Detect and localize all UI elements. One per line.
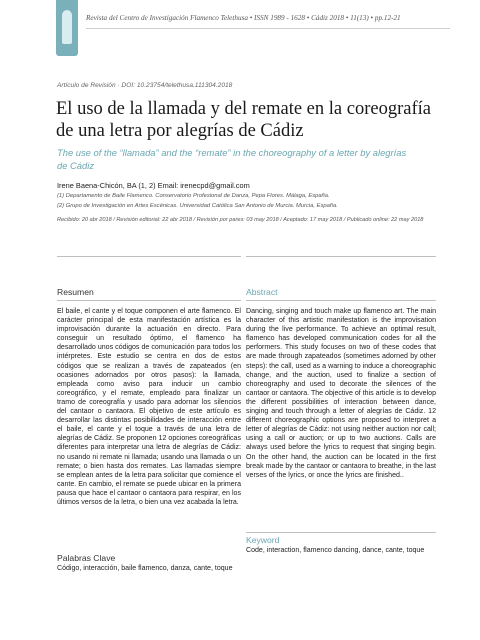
resumen-text: El baile, el cante y el toque componen el arte flamenco. El carácter principal de esta manifestación artística es la improvisación durante la actuación en directo. Para conseguir un resultado óptimo, el flamenco ha desarrollado unos códigos de comunicación para todos los intérpretes. Este estudio se centra en dos de estos códigos que se realizan a través de zapateados (en ocasiones adornados por otros pasos): la llamada, empleada como aviso para inducir un cambio coreográfico, y el remate, empleado para finalizar un tramo de coreografía y usado para adornar los silencios del cantaor o cantaora. El objetivo de este artículo es desarrollar las distintas posibilidades de interacción entre el baile, el cante y el toque a través de una letra de alegrías de Cádiz. Se proponen 12 opciones coreográficas diferentes para interpretar una letra de alegrías de Cádiz: no usando ni remate ni llamada; usando una llamada o un remate; o bien hasta dos remates. Las llamadas siempre se emplean antes de la letra para solicitar que comience el cante. En cambio, el remate se puede ubicar en la primera pausa que hace el cantaor o cantaora para respirar, en los últimos versos de la letra, o bien una vez acabada la letra. <box>57 308 241 506</box>
publication-dates: Recibido: 20 abr 2018 / Revisión editorial: 22 abr 2018 / Revisión por pares: 03 may 2018 / Aceptado: 17 may 2018 / Publicado online: 22 may 2018 <box>57 217 424 223</box>
article-subtitle: The use of the “llamada” and the “remate” in the choreography of a letter by alegrías de Cádiz <box>57 147 407 171</box>
divider <box>246 300 436 301</box>
divider <box>246 532 436 533</box>
statue-logo-figure <box>62 10 72 44</box>
abstract-heading: Abstract <box>246 287 278 297</box>
abstract-text: Dancing, singing and touch make up flamenco art. The main character of this artistic manifestation is the improvisation during the live performance. To achieve an optimal result, flamenco has developed communication codes for all the performers. This study focuses on two of these codes that are made through zapateados (sometimes adorned by other steps): the call, used as a warning to induce a choreographic change, and the auction, used to finalize a section of choreography and used to decorate the silences of the cantaor or cantaora. The objective of this article is to develop the different possibilities of interaction between dance, singing and touch through a letter of alegrías de Cádiz. 12 different choreographic options are proposed to interpret a letter of alegrías de Cádiz: not using neither auction nor call; using a call or auction; or up to two auctions. Calls are always used before the lyrics to request that singing begin. On the other hand, the auction can be located in the first break made by the cantaor or cantaora to breathe, in the last verses of the lyrics, or once the lyrics are finished.. <box>246 308 436 479</box>
divider <box>57 300 241 301</box>
author-line: Irene Baena-Chicón, BA (1, 2) Email: irenecpd@gmail.com <box>57 181 250 190</box>
resumen-heading: Resumen <box>57 287 94 297</box>
journal-logo <box>56 0 78 56</box>
keyword-text: Code, interaction, flamenco dancing, dance, cante, toque <box>246 547 425 554</box>
header-divider <box>86 28 450 29</box>
article-type-doi: Artículo de Revisión · DOI: 10.23754/telethusa.111304.2018 <box>57 82 233 89</box>
palabras-clave-text: Código, interacción, baile flamenco, danza, cante, toque <box>57 565 233 572</box>
palabras-clave-heading: Palabras Clave <box>57 553 116 563</box>
affiliation-2: (2) Grupo de Investigación en Artes Escénicas. Universidad Católica San Antonio de Murcia. Murcia, España. <box>57 203 338 209</box>
keyword-heading: Keyword <box>246 535 280 545</box>
divider <box>57 256 241 257</box>
article-title: El uso de la llamada y del remate en la coreografía de una letra por alegrías de Cádiz <box>56 99 431 141</box>
divider <box>246 256 436 257</box>
affiliation-1: (1) Departamento de Baile Flamenco. Conservatorio Profesional de Danza, Pepa Flores. Málaga, España. <box>57 193 330 199</box>
journal-header: Revista del Centro de Investigación Flamenco Telethusa • ISSN 1989 - 1628 • Cádiz 2018 • 11(13) • pp.12-21 <box>86 14 401 22</box>
